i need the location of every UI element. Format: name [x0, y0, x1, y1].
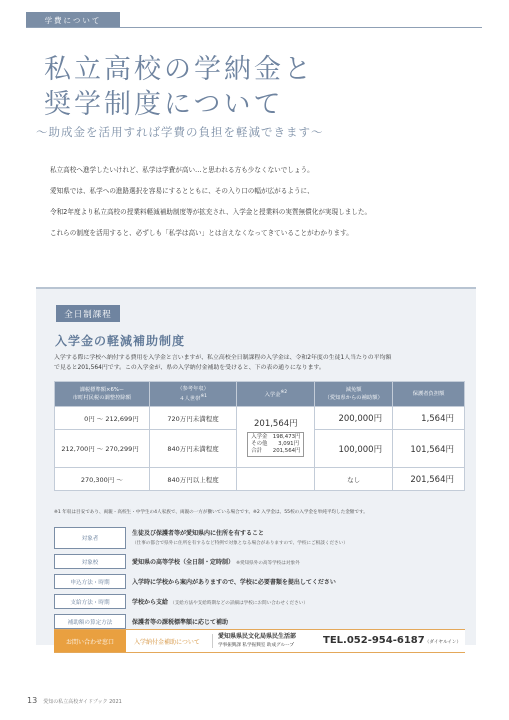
burden-cell: 101,564円 [393, 430, 465, 468]
income-cell: 840万円未満程度 [149, 430, 237, 468]
org-department: 学事振興課 私学振興室 助成グループ [218, 643, 295, 648]
header-burden: 保護者負担額 [393, 382, 465, 407]
contact-label: お問い合わせ窓口 [54, 630, 126, 652]
reduction-cell: 100,000円 [315, 430, 393, 468]
section-description [54, 353, 466, 373]
header-text: 課税標準額×6%ー [79, 387, 125, 393]
detail-subtext: （支給方法や支給時期などの詳細は学校にお問い合わせください） [170, 601, 308, 606]
contact-box [54, 629, 465, 653]
detail-text: 学校から支給 [132, 599, 169, 606]
detail-subtext: ※愛知県外の高等学校は対象外 [236, 561, 300, 566]
table-footnote: ※1 年収は目安であり、両親・高校生・中学生の4人家族で、両親の一方が働いている場合です。※2 入学金は、55校の入学金を単純平均した金額です。 [54, 510, 368, 515]
contact-organization [218, 633, 296, 650]
phone-number[interactable]: TEL.052-954-6187 [323, 635, 425, 646]
subsidy-table [54, 381, 465, 491]
table-row [55, 407, 465, 430]
detail-label: 支給方法・時期 [54, 594, 126, 609]
detail-value: 入学時に学校から案内がありますので、学校に必要書類を提出してください [132, 579, 336, 586]
tax-range-cell: 270,300円 〜 [55, 468, 150, 491]
section-title: 入学金の軽減補助制度 [55, 334, 186, 348]
contact-topic: 入学納付金補助について [134, 639, 200, 646]
detail-row [54, 614, 465, 629]
table-header-row [55, 382, 465, 407]
breakdown-line: その他 3,091円 [251, 441, 299, 447]
header-text: 市町村民税の調整控除額 [72, 395, 132, 401]
admission-total: 201,564円 [254, 419, 298, 429]
phone-note: （ダイヤルイン） [424, 640, 462, 645]
detail-value [132, 529, 348, 548]
header-text: 減免額 [345, 387, 362, 393]
intro-paragraph: 令和2年度より私立高校の授業料軽減補助制度等が拡充され、入学金と授業料の実質無償化が実現しました。 [50, 208, 372, 216]
tax-range-cell: 0円 〜 212,699円 [55, 407, 150, 430]
header-text: 入学金 [264, 391, 281, 398]
desc-line: 入学する際に学校へ納付する費用を入学金と言いますが、私立高校全日制課程の入学金は、令和2年度の生徒1人当たりの平均額 [54, 355, 392, 361]
detail-text: 生徒及び保護者等が愛知県内に住所を有すること [132, 530, 265, 537]
header-text: （参考年収） [177, 386, 209, 393]
detail-row [54, 554, 465, 569]
intro-paragraph: 私立高校へ進学したいけれど、私学は学費が高い…と思われる方も少なくないでしょう。 [50, 166, 314, 174]
detail-list [54, 527, 465, 634]
detail-label: 申込方法・時期 [54, 574, 126, 589]
course-badge: 全日制課程 [56, 305, 120, 322]
income-cell: 840万円以上程度 [149, 468, 237, 491]
page-footer [27, 696, 122, 705]
contact-phone[interactable] [323, 635, 461, 646]
header-admission: 入学金$^{※2}$ [237, 382, 315, 407]
header-text: ４人世帯 [179, 395, 201, 402]
intro-text [50, 165, 480, 249]
admission-fee-cell [237, 407, 315, 468]
intro-paragraph: これらの制度を活用すると、必ずしも「私学は高い」とは言えなくなってきていることがわかります。 [50, 229, 353, 237]
contact-divider [212, 634, 213, 648]
detail-row [54, 527, 465, 549]
desc-line: で見ると201,564円です。この入学金が、県の入学納付金補助を受けると、下の表の通りになります。 [54, 365, 325, 371]
detail-value: 保護者等の課税標準額に応じて補助 [132, 619, 229, 626]
header-income: （参考年収） ４人世帯$^{※1}$ [149, 382, 237, 407]
detail-value [132, 557, 300, 566]
breakdown-line: 入学金 198,473円 [251, 434, 301, 440]
header-reduction [315, 382, 393, 407]
detail-label: 補助額の算定方法 [54, 614, 126, 629]
admission-fee-cell-empty [237, 468, 315, 491]
detail-row [54, 594, 465, 609]
detail-row [54, 574, 465, 589]
header-tax-base [55, 382, 150, 407]
burden-cell: 201,564円 [393, 468, 465, 491]
detail-label: 対象校 [54, 554, 126, 569]
header-text: （愛知県からの補助額） [324, 395, 383, 401]
reduction-cell: なし [315, 468, 393, 491]
section-tab: 学費について [26, 12, 120, 28]
page-title [44, 52, 314, 122]
table-row [55, 468, 465, 491]
admission-breakdown [247, 432, 304, 457]
publication-name: 愛知の私立高校ガイドブック 2021 [43, 699, 122, 705]
reduction-cell: 200,000円 [315, 407, 393, 430]
detail-value [132, 597, 308, 606]
intro-paragraph: 愛知県では、私学への進路選択を容易にするとともに、その入り口の幅が広がるように、 [50, 187, 314, 195]
page-number: 13 [27, 696, 38, 705]
burden-cell: 1,564円 [393, 407, 465, 430]
detail-label: 対象者 [54, 527, 126, 549]
tax-range-cell: 212,700円 〜 270,299円 [55, 430, 150, 468]
detail-subtext: （仕事の都合で県外に住所を有するなど特例で対象となる場合がありますので、学校にご相談ください） [132, 541, 348, 546]
title-line-2: 奨学制度について [44, 89, 284, 120]
title-line-1: 私立高校の学納金と [44, 54, 314, 85]
page-subtitle: 〜助成金を活用すれば学費の負担を軽減できます〜 [36, 125, 324, 139]
income-cell: 720万円未満程度 [149, 407, 237, 430]
org-name: 愛知県県民文化局県民生活部 [218, 633, 297, 640]
breakdown-line: 合計 201,564円 [251, 448, 301, 454]
header-rule [26, 27, 482, 28]
subsidy-panel [36, 287, 476, 648]
detail-text: 愛知県の高等学校（全日制・定時制） [132, 559, 235, 566]
